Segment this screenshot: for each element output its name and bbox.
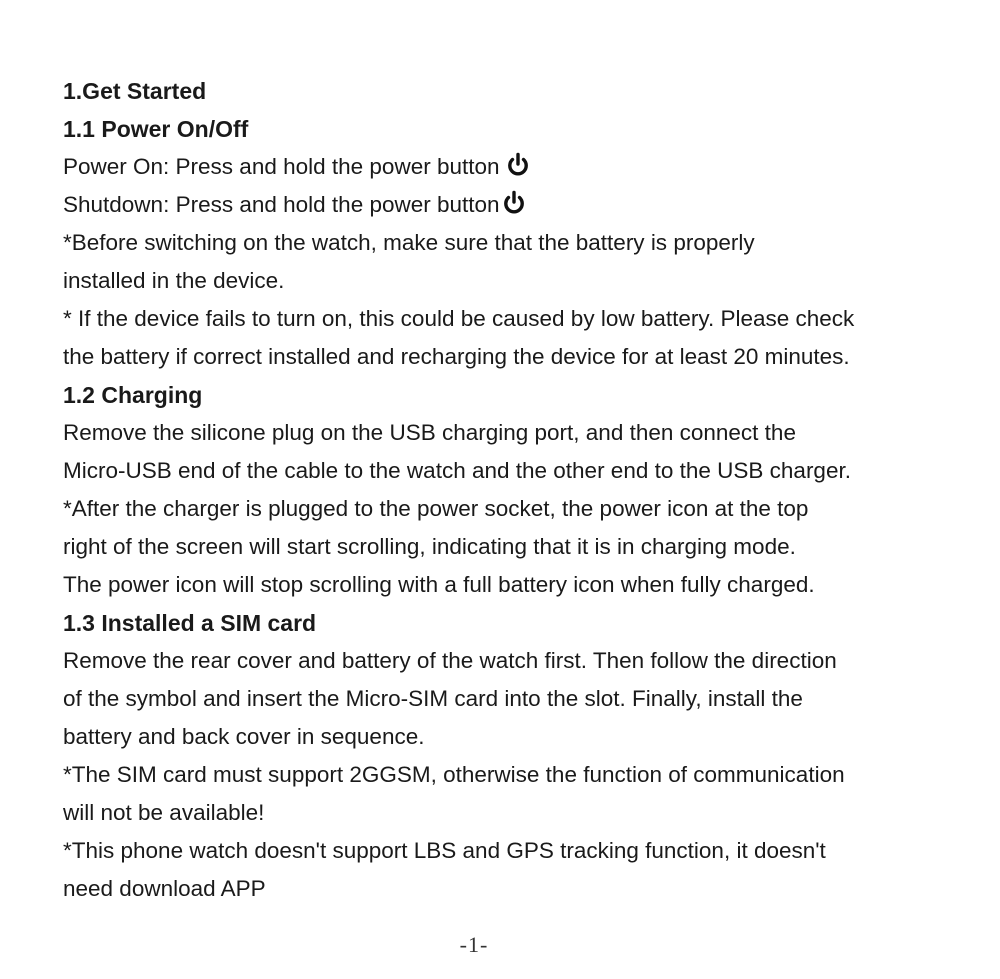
power-icon	[502, 190, 526, 216]
sim-text-line: of the symbol and insert the Micro-SIM card into the slot. Finally, install the	[63, 686, 803, 711]
low-battery-note-line: the battery if correct installed and recharging the device for at least 20 minutes.	[63, 344, 850, 369]
low-battery-note-line: * If the device fails to turn on, this could be caused by low battery. Please check	[63, 306, 855, 331]
battery-note-line: installed in the device.	[63, 268, 285, 293]
section-title-get-started: 1.Get Started	[63, 78, 207, 104]
battery-note-line: *Before switching on the watch, make sure that the battery is properly	[63, 230, 755, 255]
sim-text-line: *This phone watch doesn't support LBS and GPS tracking function, it doesn't	[63, 838, 826, 863]
manual-page	[63, 72, 973, 908]
power-on-instruction	[63, 148, 973, 186]
charging-text-line: right of the screen will start scrolling, indicating that it is in charging mode.	[63, 534, 796, 559]
shutdown-text: Shutdown: Press and hold the power button	[63, 192, 500, 217]
charging-text-line: Micro-USB end of the cable to the watch and the other end to the USB charger.	[63, 458, 851, 483]
section-title-charging: 1.2 Charging	[63, 382, 203, 408]
section-title-sim: 1.3 Installed a SIM card	[63, 610, 317, 636]
sim-text-line: battery and back cover in sequence.	[63, 724, 425, 749]
section-title-power: 1.1 Power On/Off	[63, 116, 249, 142]
power-on-text: Power On: Press and hold the power button	[63, 154, 500, 179]
charging-text-line: The power icon will stop scrolling with a full battery icon when fully charged.	[63, 572, 815, 597]
sim-text-line: will not be available!	[63, 800, 265, 825]
shutdown-instruction	[63, 186, 973, 224]
sim-text-line: need download APP	[63, 876, 266, 901]
charging-text-line: Remove the silicone plug on the USB charging port, and then connect the	[63, 420, 796, 445]
sim-text-line: *The SIM card must support 2GGSM, otherwise the function of communication	[63, 762, 845, 787]
sim-text-line: Remove the rear cover and battery of the watch first. Then follow the direction	[63, 648, 837, 673]
power-icon	[506, 152, 530, 178]
page-number: -1-	[459, 932, 489, 957]
charging-text-line: *After the charger is plugged to the power socket, the power icon at the top	[63, 496, 809, 521]
